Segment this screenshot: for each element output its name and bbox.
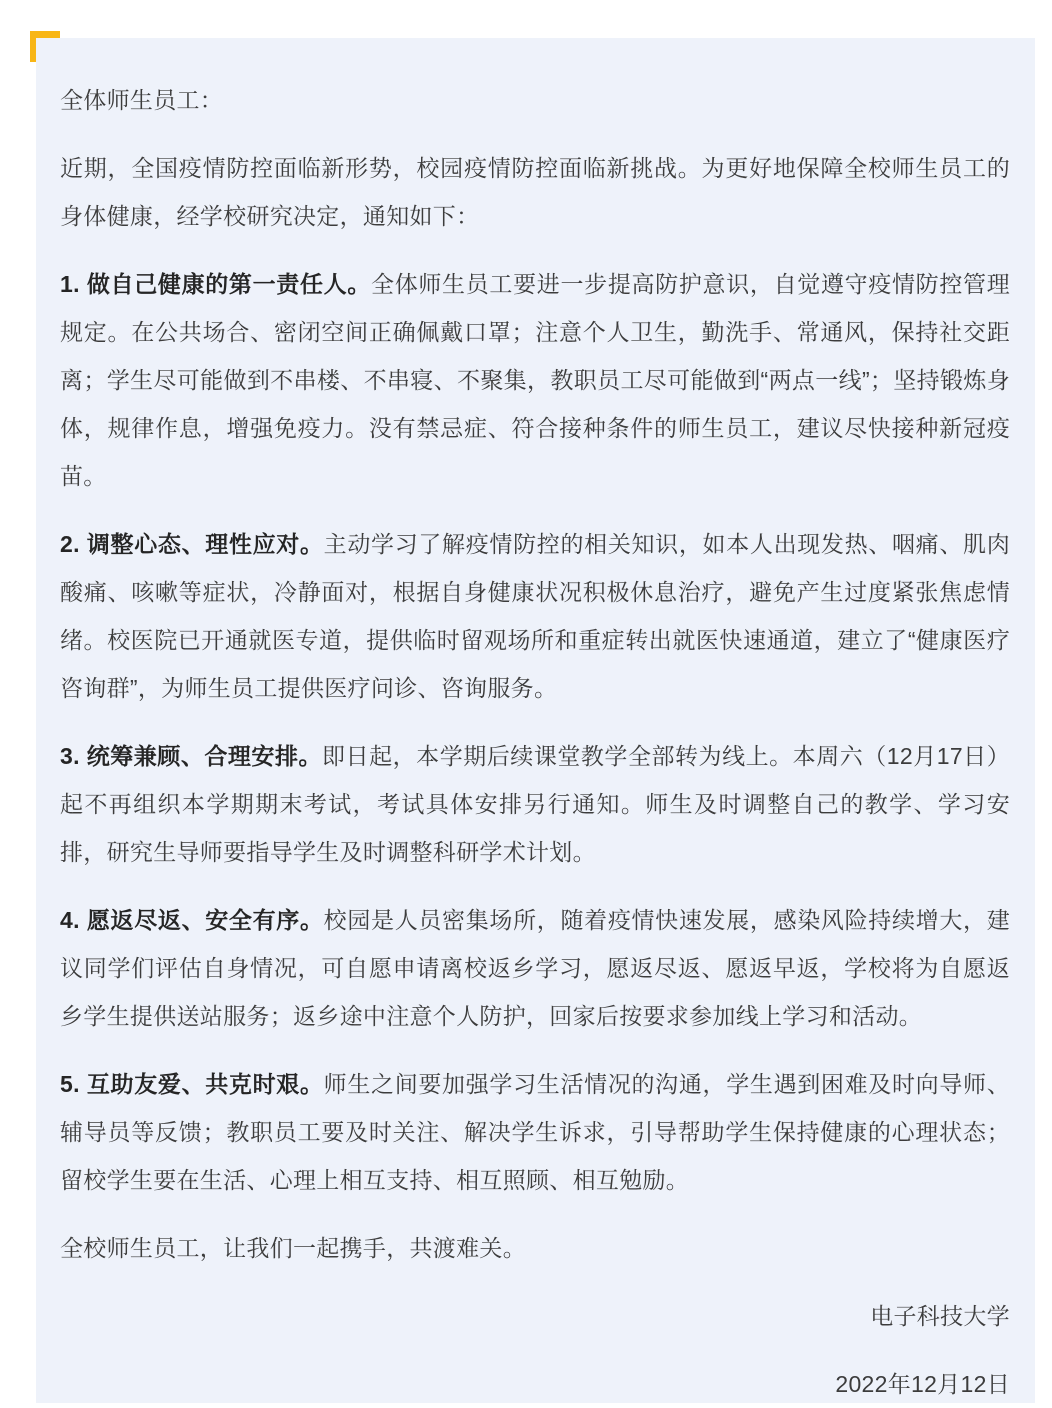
section-4-heading: 4. 愿返尽返、安全有序。 xyxy=(60,907,324,933)
salutation: 全体师生员工： xyxy=(60,87,224,113)
section-2-heading: 2. 调整心态、理性应对。 xyxy=(60,531,324,557)
section-2-body: 主动学习了解疫情防控的相关知识，如本人出现发热、咽痛、肌肉酸痛、咳嗽等症状，冷静面对，根据自身健康状况积极休息治疗，避免产生过度紧张焦虑情绪。校医院已开通就医专道，提供临时留观场所和重症转出就医快速通道，建立了“健康医疗咨询群”，为师生员工提供医疗问诊、咨询服务。 xyxy=(60,531,1010,701)
section-1-heading: 1. 做自己健康的第一责任人。 xyxy=(60,271,372,297)
section-4-body: 校园是人员密集场所，随着疫情快速发展，感染风险持续增大，建议同学们评估自身情况，可自愿申请离校返乡学习，愿返尽返、愿返早返，学校将为自愿返乡学生提供送站服务；返乡途中注意个人防护，回家后按要求参加线上学习和活动。 xyxy=(60,907,1010,1029)
section-1-paragraph xyxy=(60,260,1010,500)
section-1-body: 全体师生员工要进一步提高防护意识，自觉遵守疫情防控管理规定。在公共场合、密闭空间正确佩戴口罩；注意个人卫生，勤洗手、常通风，保持社交距离；学生尽可能做到不串楼、不串寝、不聚集，教职员工尽可能做到“两点一线”；坚持锻炼身体，规律作息，增强免疫力。没有禁忌症、符合接种条件的师生员工，建议尽快接种新冠疫苗。 xyxy=(60,271,1010,489)
notice-date: 2022年12月12日 xyxy=(835,1371,1010,1397)
signature: 电子科技大学 xyxy=(870,1303,1010,1329)
section-5-heading: 5. 互助友爱、共克时艰。 xyxy=(60,1071,324,1097)
section-4-paragraph xyxy=(60,896,1010,1040)
closing-paragraph: 全校师生员工，让我们一起携手，共渡难关。 xyxy=(60,1235,526,1261)
intro-paragraph: 近期，全国疫情防控面临新形势，校园疫情防控面临新挑战。为更好地保障全校师生员工的身体健康，经学校研究决定，通知如下： xyxy=(60,155,1010,229)
section-2-paragraph xyxy=(60,520,1010,712)
section-5-body: 师生之间要加强学习生活情况的沟通，学生遇到困难及时向导师、辅导员等反馈；教职员工要及时关注、解决学生诉求，引导帮助学生保持健康的心理状态；留校学生要在生活、心理上相互支持、相互照顾、相互勉励。 xyxy=(60,1071,1010,1193)
section-5-paragraph xyxy=(60,1060,1010,1204)
notice-card xyxy=(36,38,1035,1403)
section-3-body: 即日起，本学期后续课堂教学全部转为线上。本周六（12月17日）起不再组织本学期期末考试，考试具体安排另行通知。师生及时调整自己的教学、学习安排，研究生导师要指导学生及时调整科研学术计划。 xyxy=(60,743,1010,865)
section-3-paragraph xyxy=(60,732,1010,876)
section-3-heading: 3. 统筹兼顾、合理安排。 xyxy=(60,743,323,769)
